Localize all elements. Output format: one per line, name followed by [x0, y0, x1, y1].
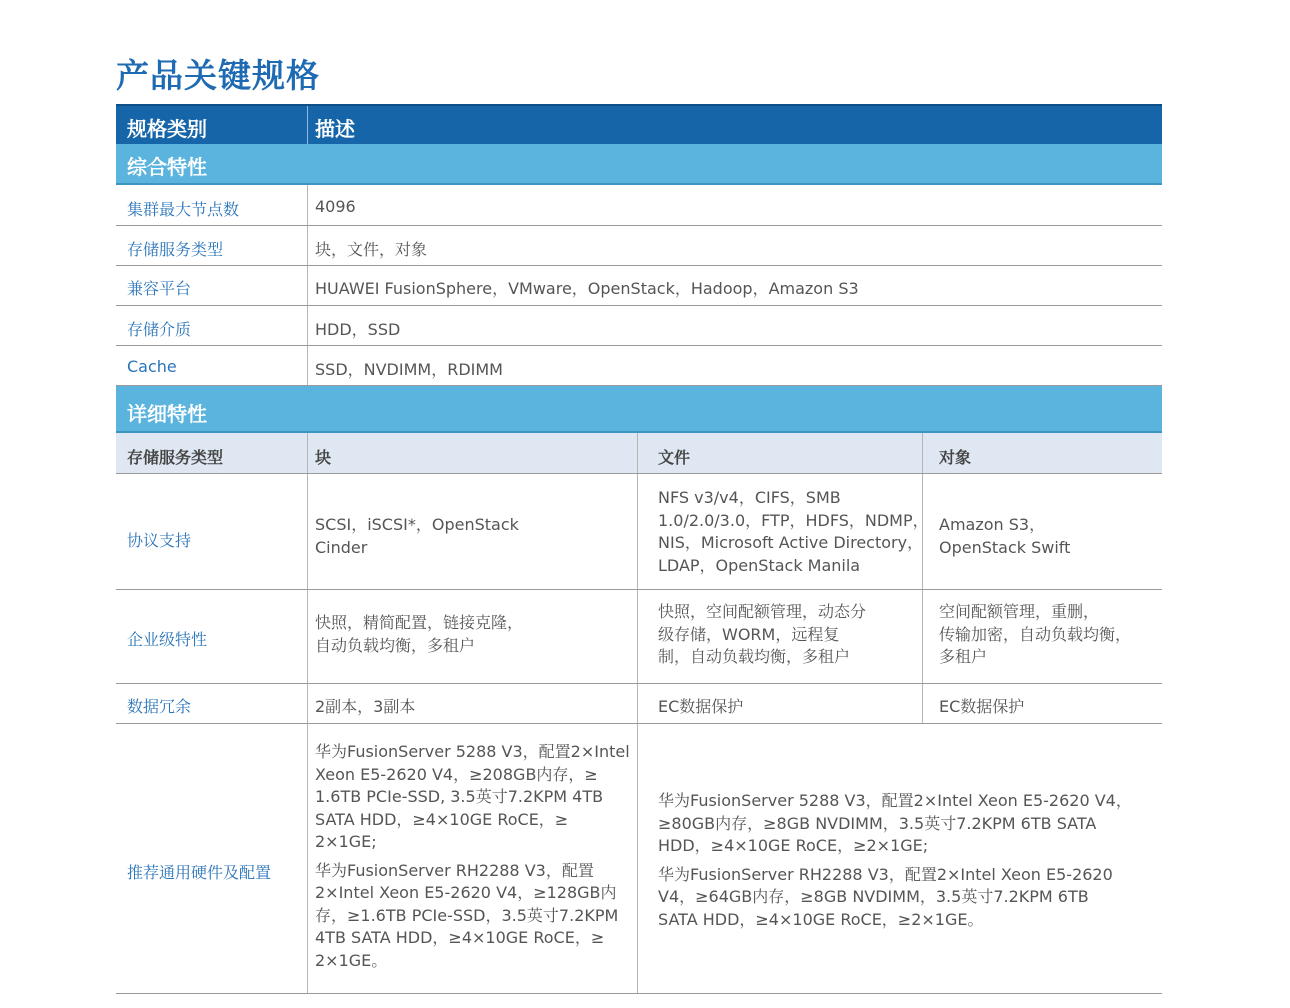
- hardware-block: [315, 741, 630, 972]
- text-line: OpenStack Swift: [939, 537, 1071, 557]
- text-line: 1.0/2.0/3.0，FTP，HDFS，NDMP，: [658, 510, 929, 530]
- text-line: 4TB SATA HDD，≥4×10GE RoCE，≥: [315, 928, 605, 947]
- column-divider: [307, 684, 308, 723]
- protocol-object: [939, 514, 1070, 559]
- subheader-file: 文件: [658, 448, 691, 467]
- enterprise-label: 企业级特性: [127, 630, 208, 649]
- protocol-label: 协议支持: [127, 531, 192, 550]
- text-line: 自动负载均衡，多租户: [315, 635, 476, 655]
- text-line: LDAP，OpenStack Manila: [658, 555, 861, 575]
- column-divider: [922, 684, 923, 723]
- row-value: 块，文件，对象: [315, 240, 428, 259]
- table-row: [116, 266, 1162, 306]
- protocol-file: [658, 487, 929, 577]
- text-line: 2×1GE;: [315, 832, 377, 851]
- enterprise-block: [315, 612, 523, 657]
- protocol-block: [315, 514, 519, 559]
- table-header: [116, 104, 1162, 144]
- column-divider: [637, 433, 638, 473]
- text-line: 华为FusionServer RH2288 V3，配置2×Intel Xeon E5-2620: [658, 864, 1113, 884]
- text-line: 华为FusionServer 5288 V3，配置2×Intel: [315, 742, 630, 761]
- column-divider: [307, 266, 308, 305]
- header-spec-category: 规格类别: [127, 117, 207, 141]
- redundancy-block: 2副本，3副本: [315, 697, 416, 716]
- column-divider: [307, 474, 308, 589]
- column-divider: [307, 433, 308, 473]
- column-divider: [637, 724, 638, 993]
- text-line: 存，≥1.6TB PCIe-SSD，3.5英寸7.2KPM: [315, 905, 619, 925]
- text-line: 级存储，WORM，远程复: [658, 624, 840, 644]
- text-line: SATA HDD，≥4×10GE RoCE，≥: [315, 809, 569, 829]
- detail-subheader: [116, 433, 1162, 474]
- text-line: 2×Intel Xeon E5-2620 V4，≥128GB内: [315, 883, 617, 902]
- text-line: Cinder: [315, 537, 368, 557]
- column-divider: [922, 590, 923, 683]
- section-general: [116, 144, 1162, 185]
- hardware-file-object: [658, 790, 1132, 931]
- table-row: [116, 226, 1162, 266]
- column-divider: [307, 185, 308, 225]
- hardware-label: 推荐通用硬件及配置: [127, 863, 272, 882]
- text-line: 空间配额管理，重删，: [939, 602, 1100, 621]
- table-row: [116, 306, 1162, 346]
- text-line: Xeon E5-2620 V4，≥208GB内存，≥: [315, 764, 598, 784]
- page-title: 产品关键规格: [116, 56, 320, 95]
- row-value: 4096: [315, 197, 356, 216]
- subheader-object: 对象: [939, 448, 972, 467]
- row-value: SSD，NVDIMM，RDIMM: [315, 360, 503, 379]
- text-line: SCSI，iSCSI*，OpenStack: [315, 515, 519, 534]
- row-label: 存储介质: [127, 320, 192, 339]
- row-label: Cache: [127, 357, 177, 376]
- row-label: 集群最大节点数: [127, 200, 240, 219]
- row-label: 存储服务类型: [127, 240, 224, 259]
- column-divider: [637, 474, 638, 589]
- row-label: 兼容平台: [127, 279, 192, 298]
- text-line: 华为FusionServer 5288 V3，配置2×Intel Xeon E5-2620 V4，: [658, 791, 1132, 810]
- enterprise-object: [939, 601, 1131, 669]
- enterprise-file: [658, 601, 866, 669]
- table-row: [116, 185, 1162, 226]
- text-line: 1.6TB PCIe-SSD, 3.5英寸7.2KPM 4TB: [315, 787, 604, 806]
- text-line: 制，自动负载均衡，多租户: [658, 647, 851, 666]
- table-row: [116, 684, 1162, 724]
- subheader-service-type: 存储服务类型: [127, 448, 224, 467]
- text-line: HDD，≥4×10GE RoCE，≥2×1GE;: [658, 836, 929, 855]
- column-divider: [637, 590, 638, 683]
- column-divider: [307, 306, 308, 345]
- text-line: 快照，空间配额管理，动态分: [658, 602, 867, 621]
- header-description: 描述: [315, 117, 355, 141]
- text-line: NFS v3/v4，CIFS，SMB: [658, 488, 841, 507]
- header-divider: [307, 106, 308, 144]
- section-detail: [116, 386, 1162, 433]
- text-line: 传输加密，自动负载均衡，: [939, 624, 1132, 644]
- redundancy-file: EC数据保护: [658, 697, 744, 716]
- redundancy-label: 数据冗余: [127, 697, 192, 716]
- section-general-title: 综合特性: [127, 155, 207, 179]
- text-line: V4，≥64GB内存，≥8GB NVDIMM，3.5英寸7.2KPM 6TB: [658, 887, 1089, 906]
- text-line: 2×1GE。: [315, 950, 388, 970]
- table-row: [116, 346, 1162, 386]
- section-detail-title: 详细特性: [127, 402, 207, 426]
- text-line: NIS，Microsoft Active Directory，: [658, 533, 924, 552]
- subheader-block: 块: [315, 448, 332, 467]
- text-line: Amazon S3，: [939, 515, 1046, 534]
- redundancy-object: EC数据保护: [939, 697, 1025, 716]
- column-divider: [307, 226, 308, 265]
- text-line: 多租户: [939, 647, 988, 666]
- column-divider: [637, 684, 638, 723]
- column-divider: [307, 590, 308, 683]
- text-line: ≥80GB内存，≥8GB NVDIMM，3.5英寸7.2KPM 6TB SATA: [658, 813, 1097, 833]
- text-line: 华为FusionServer RH2288 V3，配置: [315, 860, 594, 880]
- column-divider: [922, 433, 923, 473]
- row-value: HDD，SSD: [315, 320, 401, 339]
- row-value: HUAWEI FusionSphere，VMware，OpenStack，Hadoop，Amazon S3: [315, 279, 859, 298]
- text-line: SATA HDD，≥4×10GE RoCE，≥2×1GE。: [658, 909, 984, 929]
- column-divider: [307, 346, 308, 385]
- column-divider: [307, 724, 308, 993]
- text-line: 快照，精简配置，链接克隆，: [315, 613, 524, 632]
